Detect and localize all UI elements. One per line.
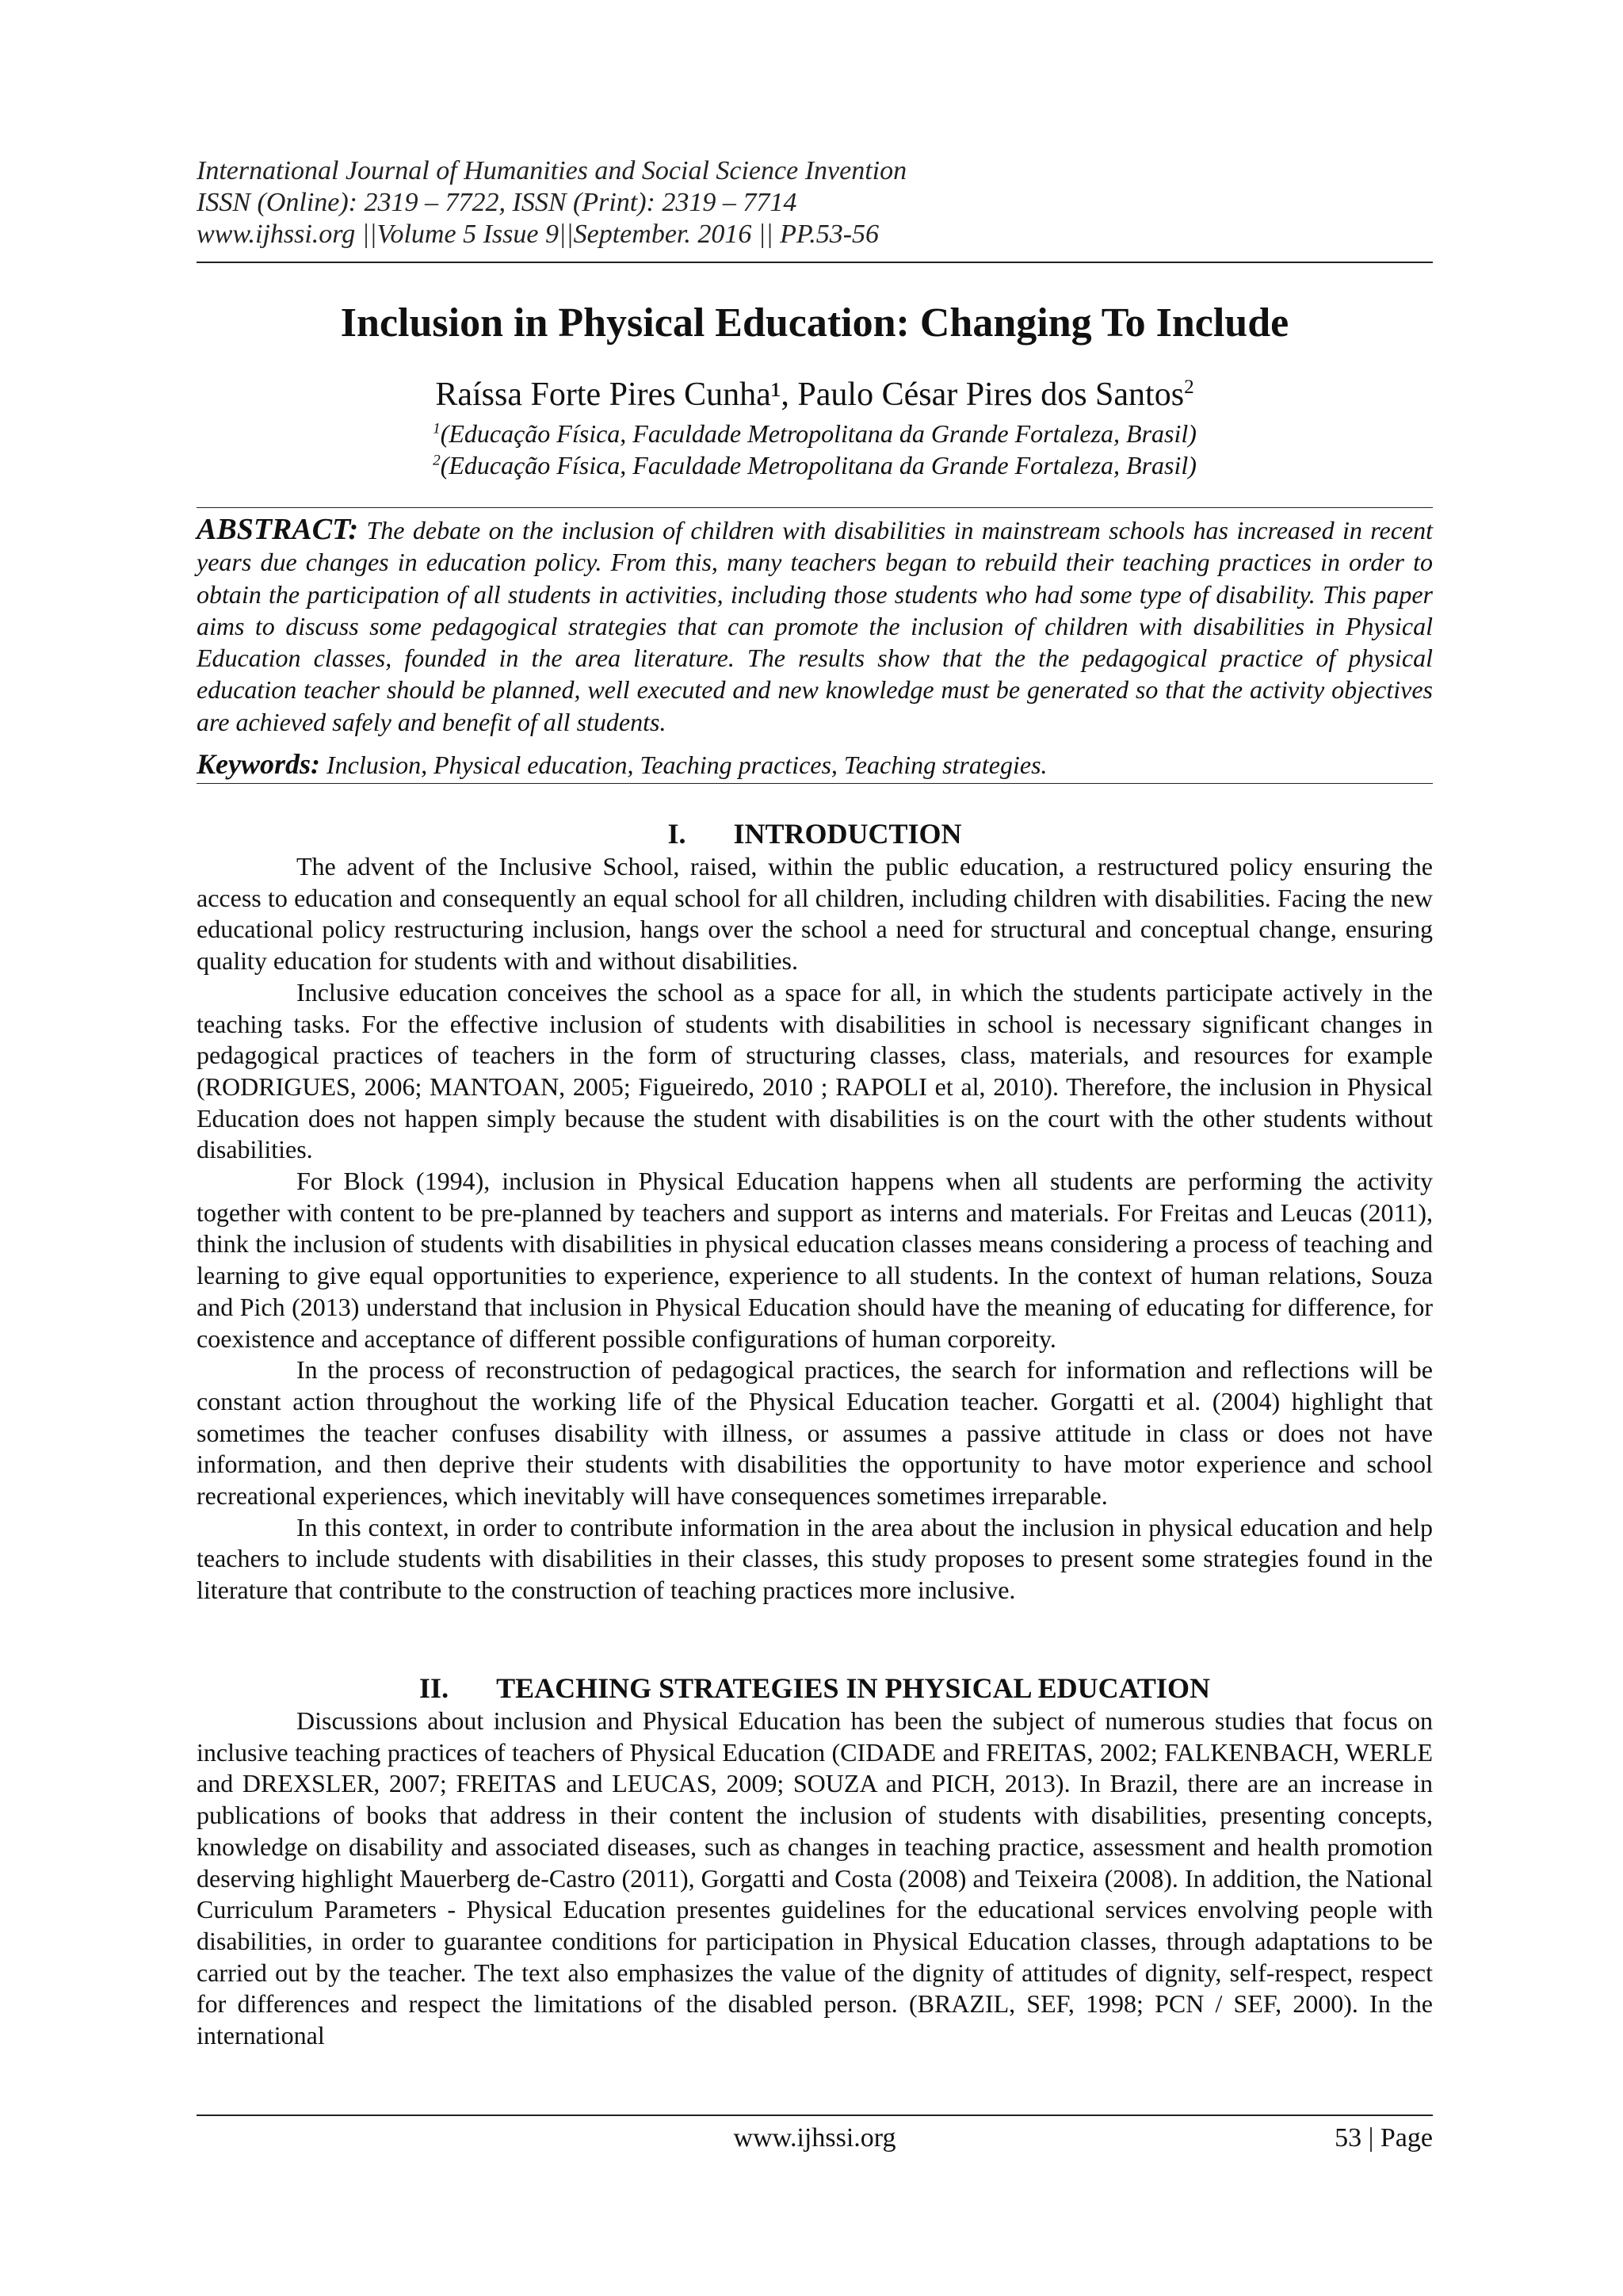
journal-volume: www.ijhssi.org ||Volume 5 Issue 9||September. 2016 || PP.53-56 xyxy=(197,220,880,249)
abstract-top-rule xyxy=(197,507,1433,508)
journal-name: International Journal of Humanities and Social Science Invention xyxy=(197,156,907,185)
section-body xyxy=(197,1706,1433,2052)
header-rule xyxy=(197,262,1433,263)
author-affiliation-mark: 2 xyxy=(1184,376,1194,398)
footer-rule xyxy=(197,2115,1433,2116)
section-body xyxy=(197,851,1433,1606)
abstract-text: The debate on the inclusion of children with disabilities in mainstream schools has increased in recent years due changes in education policy. From this, many teachers began to rebuild their teaching practices in order to obtain the participation of all students in activities, including those students who had some type of disability. This paper aims to discuss some pedagogical strategies that can promote the inclusion of children with disabilities in Physical Education classes, founded in the area literature. The results show that the the pedagogical practice of physical education teacher should be planned, well executed and new knowledge must be generated so that the activity objectives are achieved safely and benefit of all students. xyxy=(197,516,1433,736)
affiliation xyxy=(197,450,1433,480)
paragraph: The advent of the Inclusive School, raised, within the public education, a restructured policy ensuring the access to education and consequently an equal school for all children, including children with disabilities. Facing the new educational policy restructuring inclusion, hangs over the school a need for structural and conceptual change, ensuring quality education for students with and without disabilities. xyxy=(197,852,1433,976)
page-number: 53 | Page xyxy=(1335,2123,1433,2153)
journal-header xyxy=(197,155,1433,250)
author-list xyxy=(197,374,1433,415)
paper-title: Inclusion in Physical Education: Changing To Include xyxy=(340,300,1289,346)
author-name: Paulo César Pires dos Santos xyxy=(797,376,1185,413)
section-number: I. xyxy=(667,818,686,850)
journal-issn: ISSN (Online): 2319 – 7722, ISSN (Print): 2319 – 7714 xyxy=(197,188,797,217)
author-name: Raíssa Forte Pires Cunha xyxy=(435,376,771,413)
author-separator: , xyxy=(781,376,798,413)
affiliation-mark: 1 xyxy=(433,420,441,437)
section-title: TEACHING STRATEGIES IN PHYSICAL EDUCATION xyxy=(496,1672,1210,1704)
keywords-label: Keywords: xyxy=(197,748,320,780)
paragraph: In the process of reconstruction of pedagogical practices, the search for information and reflections will be constant action throughout the working life of the Physical Education teacher. Gorgatti et al. (2004) highlight that sometimes the teacher confuses disability with illness, or assumes a passive attitude in class or does not have information, and then deprive their students with disabilities the opportunity to have motor experience and school recreational experiences, which inevitably will have consequences sometimes irreparable. xyxy=(197,1355,1433,1511)
keywords xyxy=(197,748,1433,781)
section-heading xyxy=(197,816,1433,851)
paragraph: For Block (1994), inclusion in Physical Education happens when all students are performing the activity together with content to be pre-planned by teachers and support as interns and materials. For Freitas and Leucas (2011), think the inclusion of students with disabilities in physical education classes means considering a process of teaching and learning to give equal opportunities to experience, experience to all students. In the context of human relations, Souza and Pich (2013) understand that inclusion in Physical Education should have the meaning of educating for difference, for coexistence and acceptance of different possible configurations of human corporeity. xyxy=(197,1167,1433,1353)
footer-url: www.ijhssi.org xyxy=(733,2123,896,2153)
affiliation xyxy=(197,418,1433,449)
affiliation-mark: 2 xyxy=(433,452,441,469)
paragraph: Discussions about inclusion and Physical Education has been the subject of numerous studies that focus on inclusive teaching practices of teachers of Physical Education (CIDADE and FREITAS, 2002; FALKENBACH, WERLE and DREXSLER, 2007; FREITAS and LEUCAS, 2009; SOUZA and PICH, 2013). In Brazil, there are an increase in publications of books that address in their content the inclusion of students with disabilities, presenting concepts, knowledge on disability and associated diseases, such as changes in teaching practice, assessment and health promotion deserving highlight Mauerberg de-Castro (2011), Gorgatti and Costa (2008) and Teixeira (2008). In addition, the National Curriculum Parameters - Physical Education presentes guidelines for the educational services envolving people with disabilities, in order to guarantee conditions for participation in Physical Education classes, through adaptations to be carried out by the teacher. The text also emphasizes the value of the dignity of attitudes of dignity, self-respect, respect for differences and respect the limitations of the disabled person. (BRAZIL, SEF, 1998; PCN / SEF, 2000). In the international xyxy=(197,1706,1433,2050)
abstract-label: ABSTRACT: xyxy=(197,513,359,546)
abstract-bottom-rule xyxy=(197,783,1433,784)
paragraph: Inclusive education conceives the school as a space for all, in which the students participate actively in the teaching tasks. For the effective inclusion of students with disabilities in school is necessary significant changes in pedagogical practices of teachers in the form of structuring classes, class, materials, and resources for example (RODRIGUES, 2006; MANTOAN, 2005; Figueiredo, 2010 ; RAPOLI et al, 2010). Therefore, the inclusion in Physical Education does not happen simply because the student with disabilities is on the court with the other students without disabilities. xyxy=(197,977,1433,1164)
keywords-text: Inclusion, Physical education, Teaching practices, Teaching strategies. xyxy=(320,751,1048,779)
section-heading xyxy=(197,1671,1433,1706)
author-affiliation-mark: ¹ xyxy=(770,376,781,413)
affiliation-text: (Educação Física, Faculdade Metropolitana da Grande Fortaleza, Brasil) xyxy=(440,419,1197,448)
paragraph: In this context, in order to contribute information in the area about the inclusion in physical education and help teachers to include students with disabilities in their classes, this study proposes to present some strategies found in the literature that contribute to the construction of teaching practices more inclusive. xyxy=(197,1512,1433,1605)
section-number: II. xyxy=(419,1672,449,1704)
abstract xyxy=(197,514,1433,738)
affiliation-text: (Educação Física, Faculdade Metropolitana da Grande Fortaleza, Brasil) xyxy=(440,451,1197,479)
section-title: INTRODUCTION xyxy=(733,818,962,850)
